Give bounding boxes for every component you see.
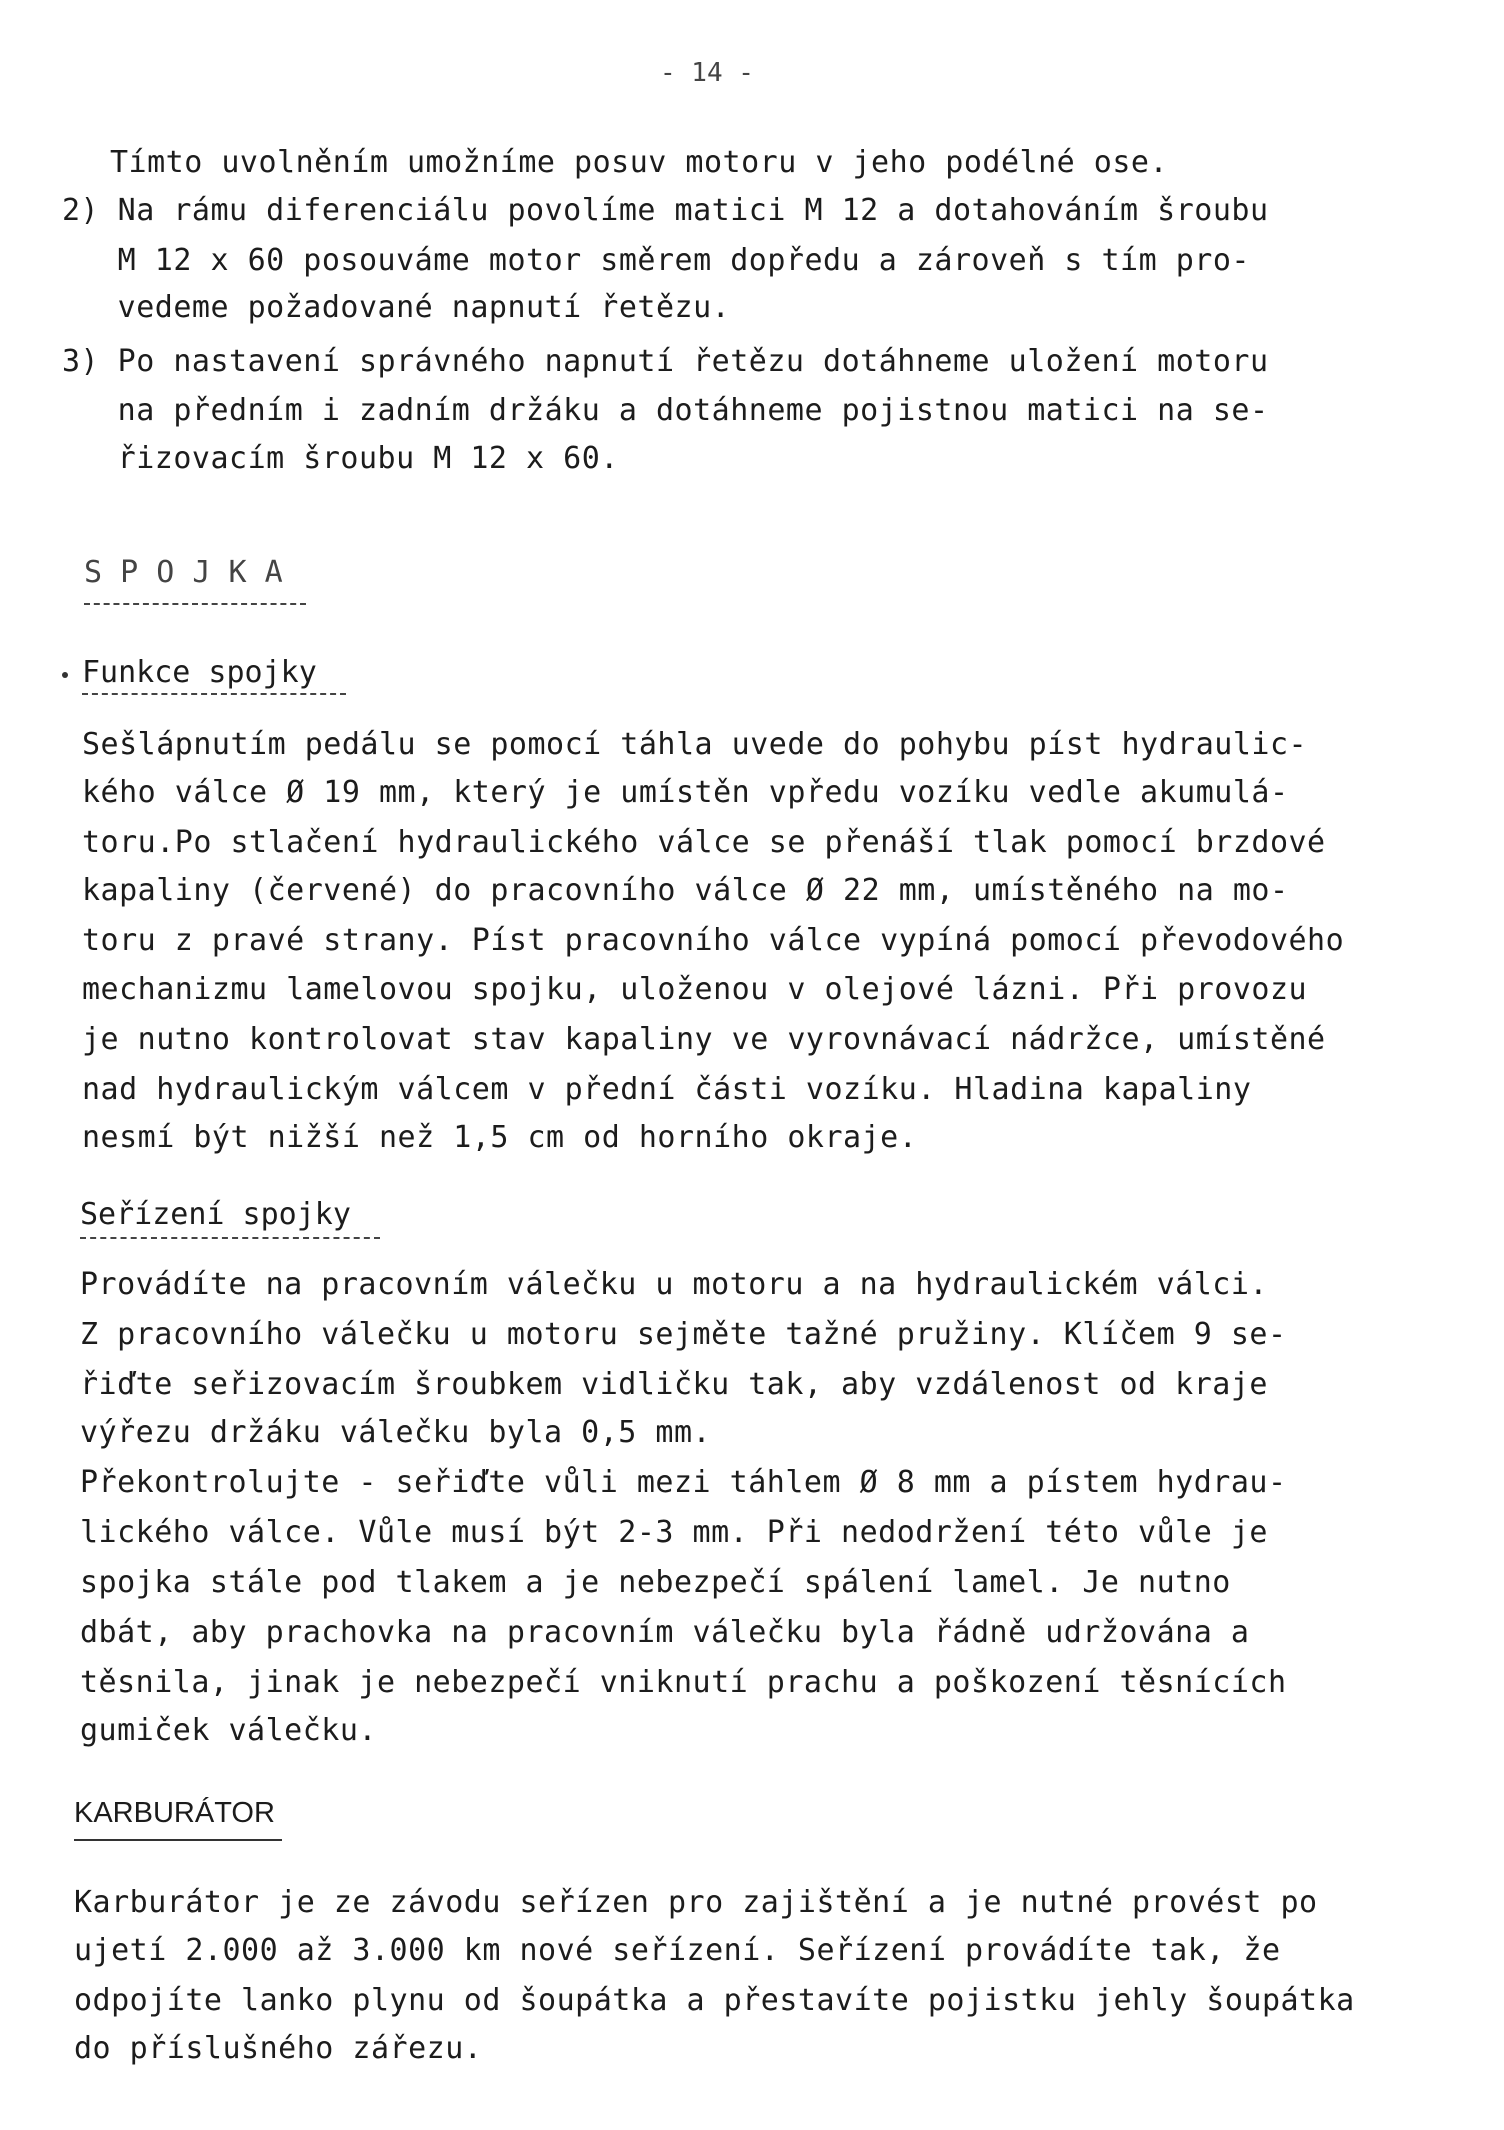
section-heading-spojka: S P O J K A <box>84 555 283 590</box>
intro-line: M 12 x 60 posouváme motor směrem dopředu a zároveň s tím pro- <box>62 243 1250 278</box>
bullet-dot <box>62 672 68 678</box>
subheading-underline <box>80 1237 380 1239</box>
paragraph-line: nad hydraulickým válcem v přední části vozíku. Hladina kapaliny <box>82 1072 1252 1107</box>
paragraph-line: dbát, aby prachovka na pracovním válečku byla řádně udržována a <box>80 1615 1250 1650</box>
paragraph-line: Karburátor je ze závodu seřízen pro zajištění a je nutné provést po <box>74 1885 1318 1920</box>
paragraph-line: je nutno kontrolovat stav kapaliny ve vyrovnávací nádržce, umístěné <box>82 1022 1326 1057</box>
section-heading-karburator: KARBURÁTOR <box>74 1797 275 1829</box>
intro-line: Tímto uvolněním umožníme posuv motoru v jeho podélné ose. <box>110 145 1169 180</box>
paragraph-line: Sešlápnutím pedálu se pomocí táhla uvede do pohybu píst hydraulic- <box>82 727 1308 762</box>
paragraph-line: Provádíte na pracovním válečku u motoru a na hydraulickém válci. <box>80 1267 1268 1302</box>
paragraph-line: toru.Po stlačení hydraulického válce se přenáší tlak pomocí brzdové <box>82 825 1326 860</box>
subheading-serizeni-spojky: Seřízení spojky <box>80 1197 351 1232</box>
paragraph-line: ujetí 2.000 až 3.000 km nové seřízení. Seřízení provádíte tak, že <box>74 1933 1281 1968</box>
intro-line: na předním i zadním držáku a dotáhneme pojistnou matici na se- <box>62 393 1269 428</box>
paragraph-line: Překontrolujte - seřiďte vůli mezi táhlem Ø 8 mm a pístem hydrau- <box>80 1465 1287 1500</box>
paragraph-line: gumiček válečku. <box>80 1713 377 1748</box>
paragraph-line: těsnila, jinak je nebezpečí vniknutí prachu a poškození těsnících <box>80 1665 1287 1700</box>
paragraph-line: řiďte seřizovacím šroubkem vidličku tak, aby vzdálenost od kraje <box>80 1367 1268 1402</box>
paragraph-line: kého válce Ø 19 mm, který je umístěn vpředu vozíku vedle akumulá- <box>82 775 1289 810</box>
heading-underline <box>74 1839 282 1841</box>
paragraph-line: kapaliny (červené) do pracovního válce Ø 22 mm, umístěného na mo- <box>82 873 1289 908</box>
intro-line: 2) Na rámu diferenciálu povolíme matici M 12 a dotahováním šroubu <box>62 193 1269 228</box>
paragraph-line: do příslušného zářezu. <box>74 2031 483 2066</box>
paragraph-line: odpojíte lanko plynu od šoupátka a přestavíte pojistku jehly šoupátka <box>74 1983 1355 2018</box>
subheading-underline <box>82 693 346 695</box>
intro-line: řizovacím šroubu M 12 x 60. <box>62 441 619 476</box>
subheading-funkce-spojky: Funkce spojky <box>82 655 317 690</box>
intro-line: vedeme požadované napnutí řetězu. <box>62 290 731 325</box>
paragraph-line: lického válce. Vůle musí být 2-3 mm. Při nedodržení této vůle je <box>80 1515 1268 1550</box>
paragraph-line: toru z pravé strany. Píst pracovního válce vypíná pomocí převodového <box>82 923 1345 958</box>
heading-underline <box>84 603 306 605</box>
paragraph-line: mechanizmu lamelovou spojku, uloženou v olejové lázni. Při provozu <box>82 972 1308 1007</box>
paragraph-line: nesmí být nižší než 1,5 cm od horního okraje. <box>82 1120 918 1155</box>
intro-line: 3) Po nastavení správného napnutí řetězu dotáhneme uložení motoru <box>62 344 1269 379</box>
paragraph-line: Z pracovního válečku u motoru sejměte tažné pružiny. Klíčem 9 se- <box>80 1317 1287 1352</box>
paragraph-line: výřezu držáku válečku byla 0,5 mm. <box>80 1415 712 1450</box>
page-number: - 14 - <box>660 58 754 88</box>
paragraph-line: spojka stále pod tlakem a je nebezpečí spálení lamel. Je nutno <box>80 1565 1231 1600</box>
